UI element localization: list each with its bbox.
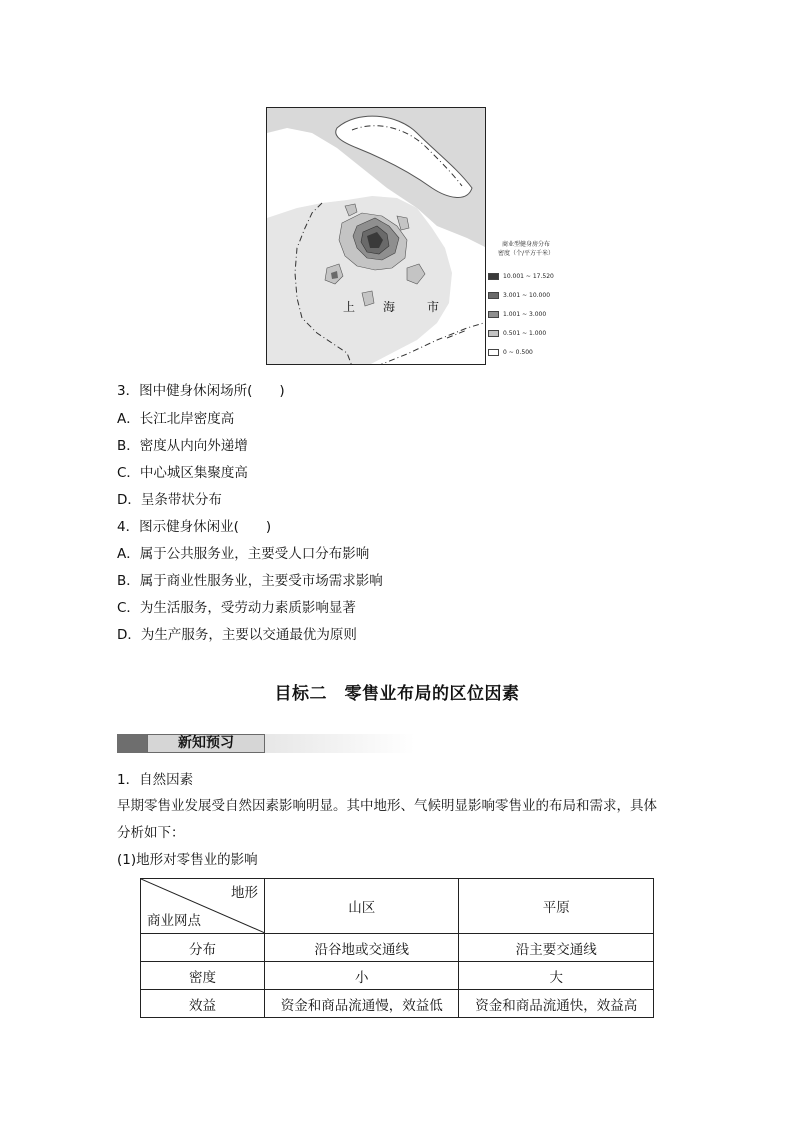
legend-swatch (488, 330, 499, 337)
table-corner-cell (141, 879, 265, 934)
table-row (141, 934, 654, 962)
question-4-option-c: C．为生活服务，受劳动力素质影响显著 (117, 600, 356, 616)
legend-range: 1.001 ~ 3.000 (503, 311, 547, 318)
legend-swatch (488, 292, 499, 299)
row-label: 分布 (141, 934, 265, 962)
legend-item (486, 291, 586, 301)
question-3-option-a: A．长江北岸密度高 (117, 411, 235, 427)
question-3-option-b: B．密度从内向外递增 (117, 438, 248, 454)
terrain-retail-table (140, 878, 654, 1018)
map-legend (486, 240, 566, 356)
question-3-stem: 3．图中健身休闲场所( ) (117, 383, 285, 399)
legend-title-line1: 商业型健身房分布 (501, 241, 550, 248)
legend-title-line2: 密度（个/平方千米） (497, 250, 555, 257)
paragraph-line-1: 早期零售业发展受自然因素影响明显。其中地形、气候明显影响零售业的布局和需求，具体 (117, 798, 657, 814)
cell-mountain: 资金和商品流通慢，效益低 (265, 990, 459, 1018)
row-label: 密度 (141, 962, 265, 990)
question-4-option-a: A．属于公共服务业，主要受人口分布影响 (117, 546, 370, 562)
legend-swatch (488, 311, 499, 318)
map-label-shi: 市 (427, 300, 440, 314)
map-label-shang: 上 (343, 300, 356, 314)
table-header-row (141, 879, 654, 934)
header-plain: 平原 (459, 879, 654, 934)
legend-swatch (488, 273, 499, 280)
cell-plain: 沿主要交通线 (459, 934, 654, 962)
legend-range: 0.501 ~ 1.000 (503, 330, 547, 337)
question-4-stem: 4．图示健身休闲业( ) (117, 519, 272, 535)
corner-label-outlets: 商业网点 (147, 913, 201, 929)
corner-label-terrain: 地形 (231, 885, 258, 901)
legend-item (486, 348, 586, 358)
banner-label: 新知预习 (178, 735, 234, 751)
legend-item (486, 272, 586, 282)
cell-mountain: 沿谷地或交通线 (265, 934, 459, 962)
section-title: 目标二 零售业布局的区位因素 (274, 684, 520, 704)
table-row (141, 990, 654, 1018)
legend-range: 3.001 ~ 10.000 (503, 292, 551, 299)
question-3-option-c: C．中心城区集聚度高 (117, 465, 248, 481)
subheading-terrain: (1)地形对零售业的影响 (117, 852, 258, 868)
legend-item (486, 310, 586, 320)
heading-natural-factors: 1．自然因素 (117, 772, 194, 788)
cell-plain: 资金和商品流通快，效益高 (459, 990, 654, 1018)
row-label: 效益 (141, 990, 265, 1018)
legend-range: 10.001 ~ 17.520 (503, 273, 554, 280)
header-mountain: 山区 (265, 879, 459, 934)
cell-mountain: 小 (265, 962, 459, 990)
shanghai-map (266, 107, 486, 365)
legend-range: 0 ~ 0.500 (503, 349, 533, 356)
question-4-option-b: B．属于商业性服务业，主要受市场需求影响 (117, 573, 383, 589)
question-4-option-d: D．为生产服务，主要以交通最优为原则 (117, 627, 357, 643)
map-drawing (267, 108, 486, 365)
map-label-hai: 海 (383, 300, 396, 314)
question-3-option-d: D．呈条带状分布 (117, 492, 222, 508)
legend-item (486, 329, 586, 339)
table-row (141, 962, 654, 990)
paragraph-line-2: 分析如下： (117, 825, 185, 841)
cell-plain: 大 (459, 962, 654, 990)
legend-swatch (488, 349, 499, 356)
section-banner (117, 734, 415, 753)
